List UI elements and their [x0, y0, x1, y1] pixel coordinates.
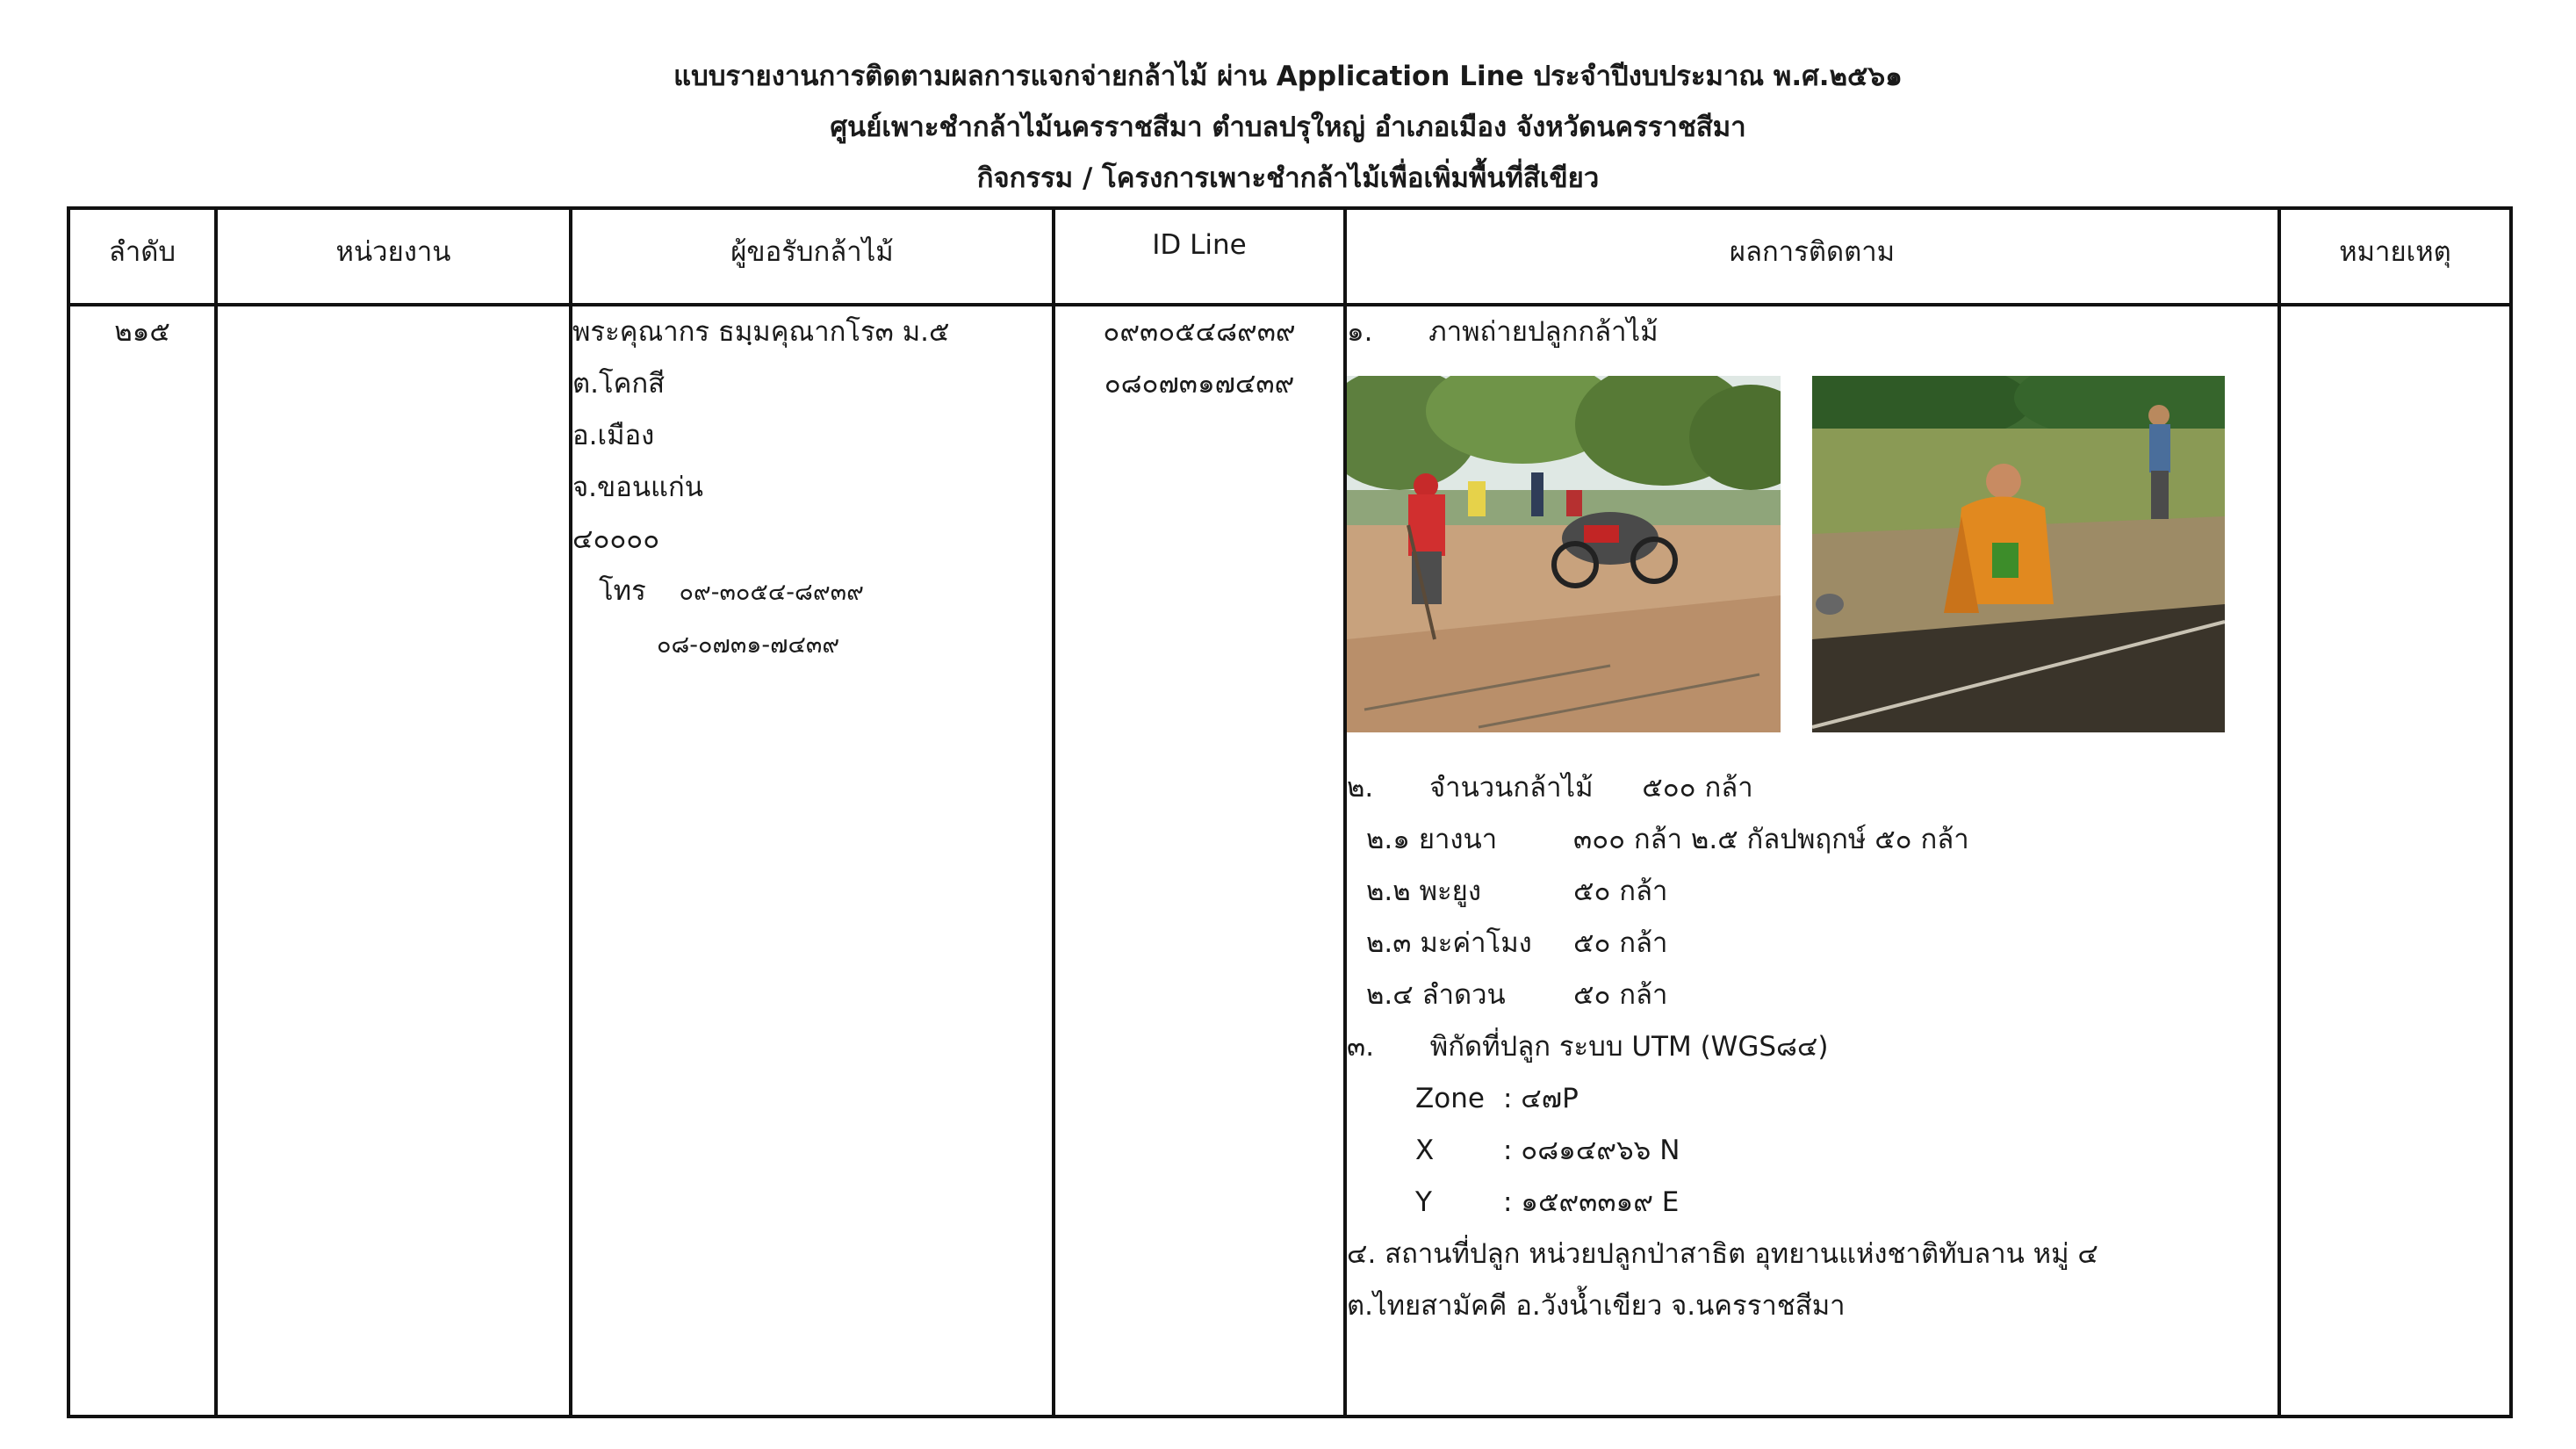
- species-row: [1347, 918, 2277, 970]
- cell-result: [1345, 305, 2279, 1417]
- photo-area: [1347, 358, 2277, 762]
- header-id-line: ID Line: [1054, 208, 1345, 305]
- species-label-4: ๒.๔ ลำดวน: [1366, 979, 1506, 1011]
- x-value: : ๐๘๑๔๙๖๖ N: [1503, 1135, 1680, 1166]
- id-line-1: ๐๙๓๐๕๔๘๙๓๙: [1103, 316, 1296, 348]
- result-item-3: [1347, 1021, 2277, 1073]
- x-label: X: [1415, 1135, 1435, 1166]
- cell-seq: [68, 305, 216, 1417]
- requester-phone-line-2: [572, 618, 1052, 671]
- requester-phone-line: [572, 566, 1052, 618]
- item1-number: ๑.: [1347, 316, 1373, 348]
- result-item-1: [1347, 306, 2277, 358]
- zone-label: Zone: [1415, 1083, 1485, 1114]
- planting-location-line-2: ต.ไทยสามัคคี อ.วังน้ำเขียว จ.นครราชสีมา: [1347, 1290, 1846, 1322]
- utm-x-row: [1347, 1125, 2277, 1177]
- activity-name: กิจกรรม / โครงการเพาะชำกล้าไม้เพื่อเพิ่มพื้นที่สีเขียว: [976, 162, 1600, 194]
- requester-district: อ.เมือง: [572, 420, 655, 451]
- species-label-1: ๒.๑ ยางนา: [1366, 824, 1498, 855]
- item2-number: ๒.: [1347, 772, 1374, 804]
- table-row: [68, 305, 2511, 1417]
- item3-text: พิกัดที่ปลูก ระบบ UTM (WGS๘๔): [1429, 1031, 1829, 1063]
- species-value-1: ๓๐๐ กล้า ๒.๕ กัลปพฤกษ์ ๕๐ กล้า: [1573, 824, 1969, 855]
- species-value-3: ๕๐ กล้า: [1573, 927, 1668, 959]
- species-label-2: ๒.๒ พะยูง: [1366, 876, 1481, 907]
- species-row: [1347, 970, 2277, 1021]
- species-value-4: ๕๐ กล้า: [1573, 979, 1668, 1011]
- item1-text: ภาพถ่ายปลูกกล้าไม้: [1428, 316, 1659, 348]
- report-table: [67, 206, 2513, 1418]
- planting-location-line-1: ๔. สถานที่ปลูก หน่วยปลูกป่าสาธิต อุทยานแห่งชาติทับลาน หมู่ ๔: [1347, 1238, 2098, 1270]
- y-label: Y: [1415, 1186, 1432, 1218]
- cell-remark: [2279, 305, 2511, 1417]
- nursery-name: ศูนย์เพาะชำกล้าไม้นครราชสีมา ตำบลปรุใหญ่ อำเภอเมือง จังหวัดนครราชสีมา: [830, 112, 1746, 143]
- seq-number: ๒๑๕: [114, 316, 170, 348]
- requester-subdistrict: ต.โคกสี: [572, 368, 666, 400]
- utm-zone-row: [1347, 1073, 2277, 1125]
- cell-requester: [571, 305, 1054, 1417]
- phone-number-2: ๐๘-๐๗๓๑-๗๔๓๙: [657, 631, 840, 659]
- item2-value: ๕๐๐ กล้า: [1642, 772, 1753, 804]
- document-header: [0, 51, 2576, 204]
- species-row: [1347, 814, 2277, 866]
- report-title: แบบรายงานการติดตามผลการแจกจ่ายกล้าไม้ ผ่าน Application Line ประจำปีงบประมาณ พ.ศ.๒๕๖๑: [673, 61, 1903, 92]
- header-requester: ผู้ขอรับกล้าไม้: [571, 208, 1054, 305]
- requester-postcode: ๔๐๐๐๐: [572, 523, 660, 555]
- phone-number-1: ๐๙-๓๐๕๔-๘๙๓๙: [679, 579, 864, 606]
- requester-name: พระคุณากร ธมฺมคุณากโร๓ ม.๕: [572, 316, 950, 348]
- header-result: ผลการติดตาม: [1345, 208, 2279, 305]
- id-line-2: ๐๘๐๗๓๑๗๔๓๙: [1104, 368, 1295, 400]
- phone-label: โทร: [599, 575, 646, 607]
- requester-province: จ.ขอนแก่น: [572, 472, 703, 503]
- cell-id-line: [1054, 305, 1345, 1417]
- zone-value: : ๔๗P: [1503, 1083, 1579, 1114]
- cell-agency: [216, 305, 571, 1417]
- utm-y-row: [1347, 1177, 2277, 1229]
- header-remark: หมายเหตุ: [2279, 208, 2511, 305]
- result-item-2: [1347, 762, 2277, 814]
- planting-photo-field-workers: [1347, 376, 1781, 732]
- item3-number: ๓.: [1347, 1031, 1375, 1063]
- header-agency: หน่วยงาน: [216, 208, 571, 305]
- species-row: [1347, 866, 2277, 918]
- species-value-2: ๕๐ กล้า: [1573, 876, 1668, 907]
- item2-text: จำนวนกล้าไม้: [1429, 772, 1594, 804]
- header-seq: ลำดับ: [68, 208, 216, 305]
- y-value: : ๑๕๙๓๓๑๙ E: [1503, 1186, 1680, 1218]
- species-label-3: ๒.๓ มะค่าโมง: [1366, 927, 1532, 959]
- planting-photo-monk-planting: [1812, 376, 2225, 732]
- table-header-row: [68, 208, 2511, 305]
